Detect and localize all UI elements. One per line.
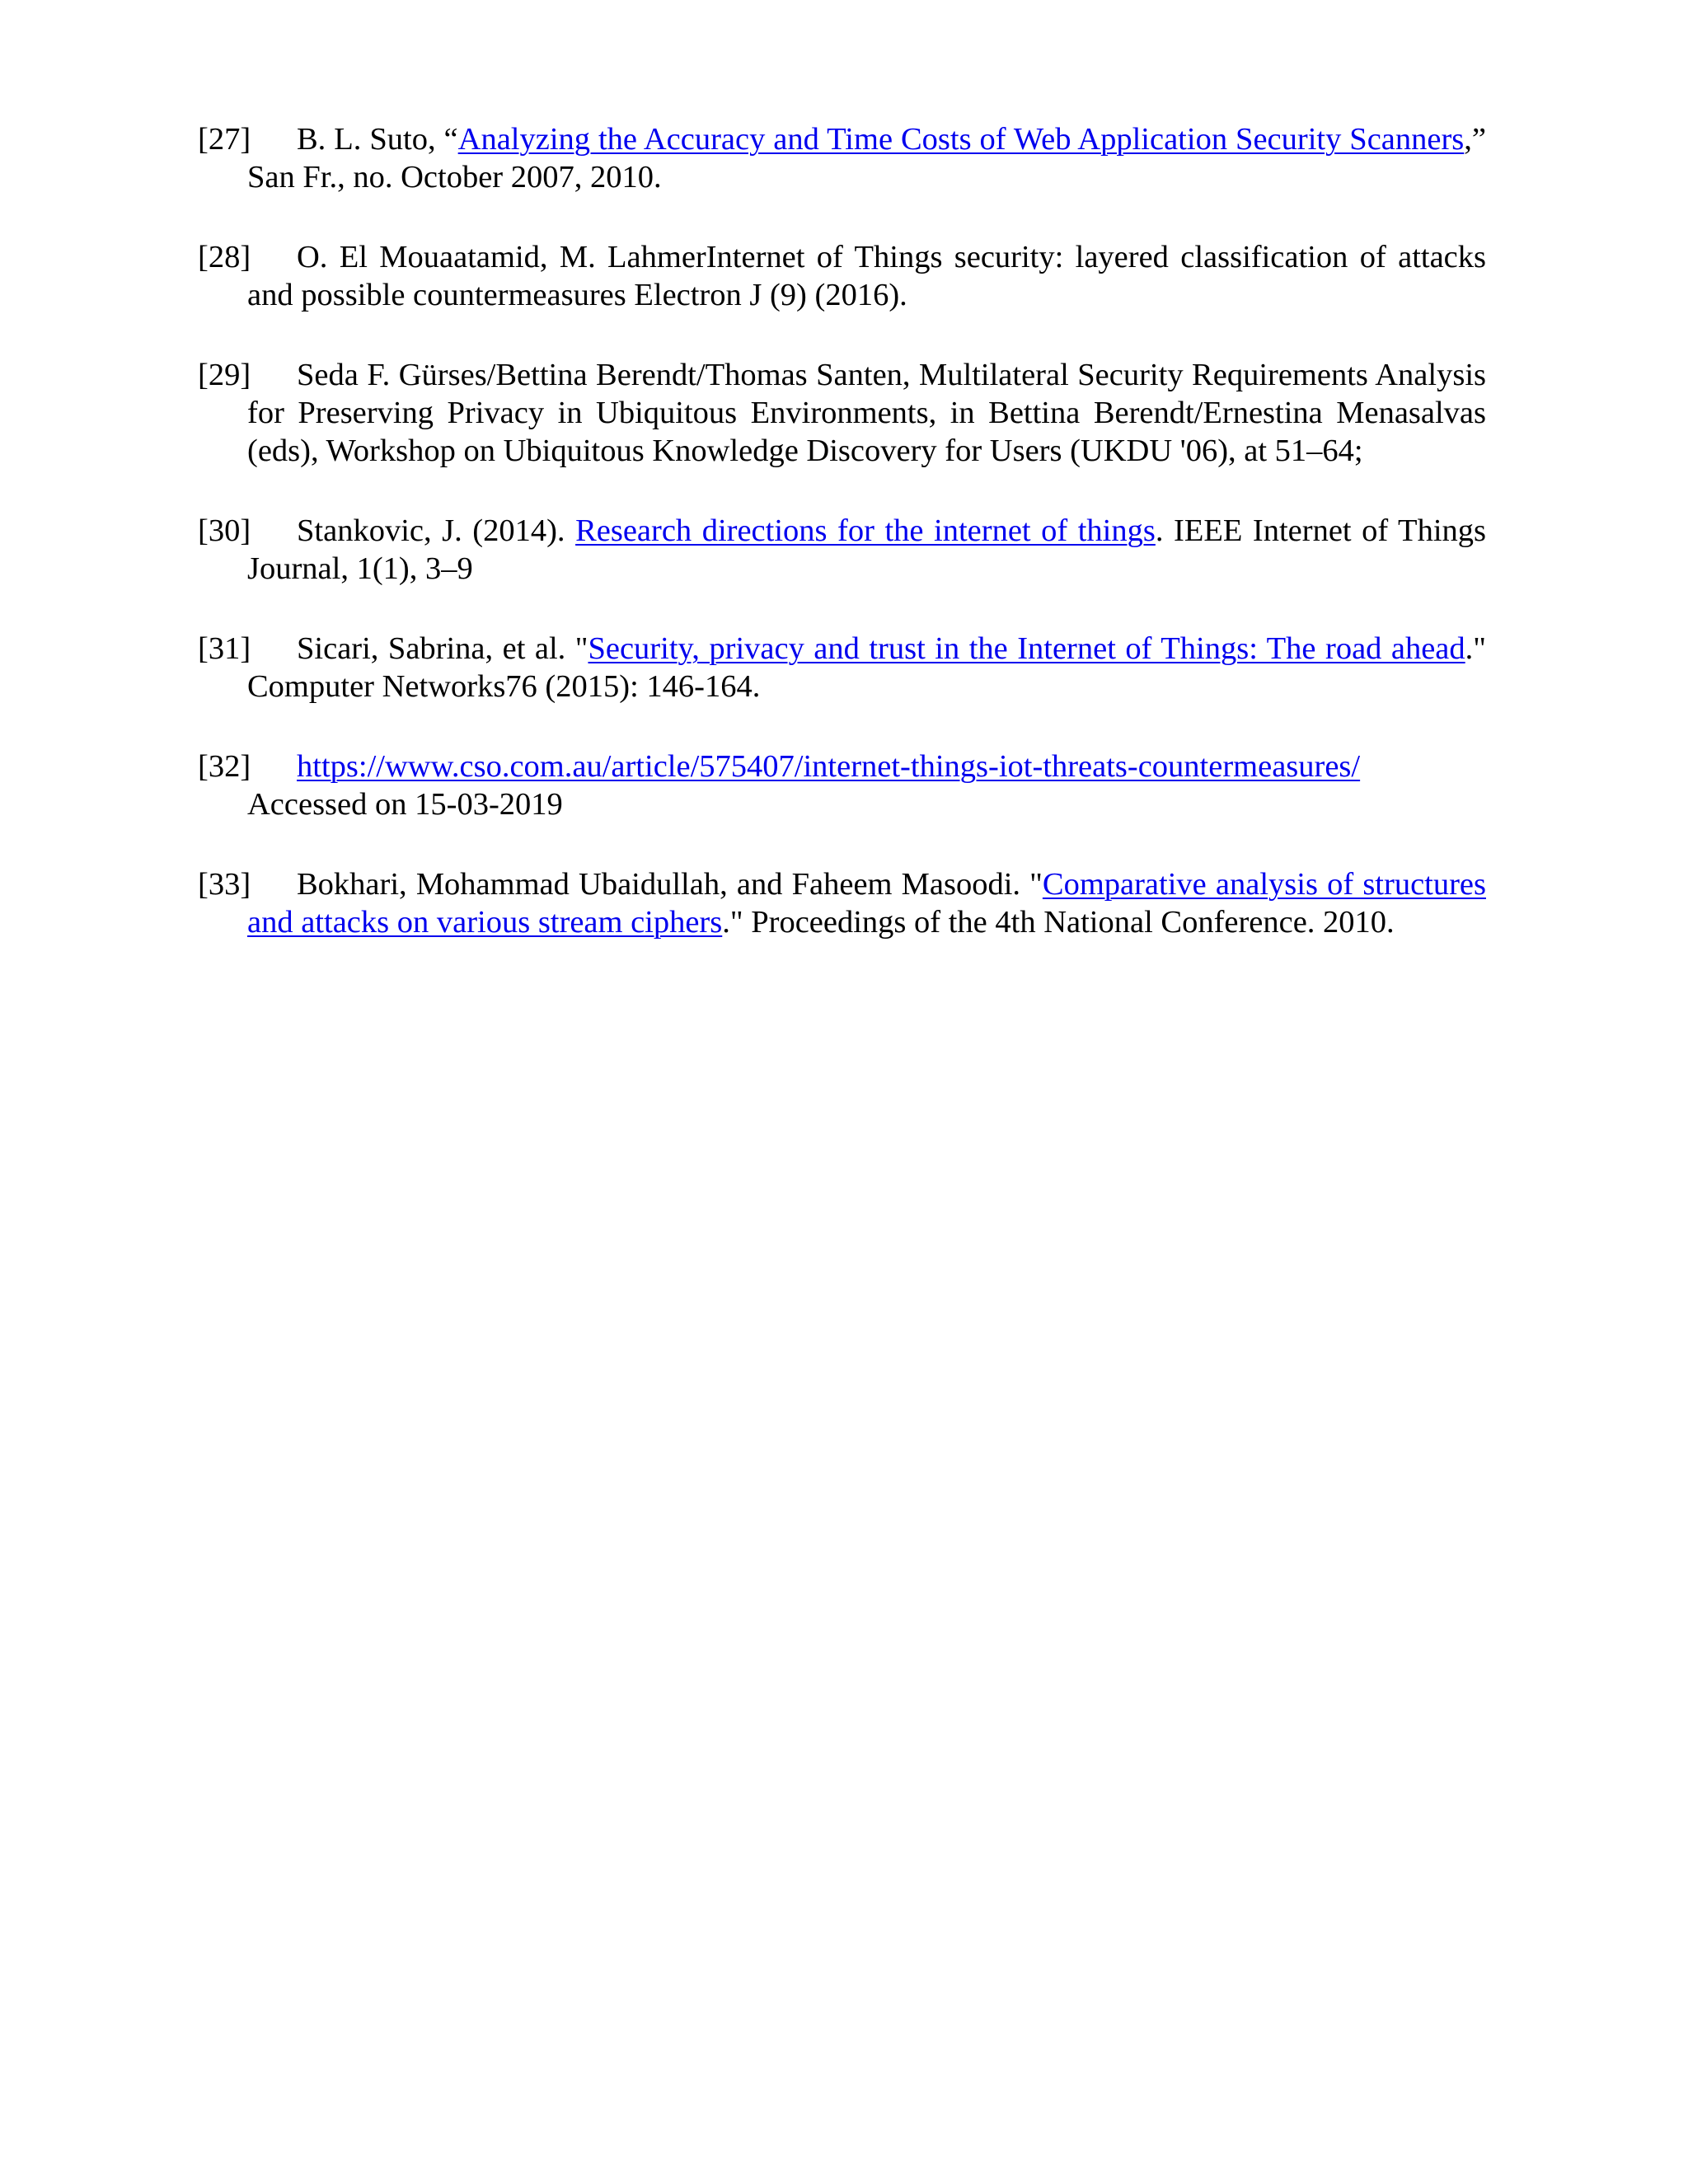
reference-item (198, 630, 1486, 705)
reference-list (198, 120, 1486, 983)
reference-link[interactable]: Comparative analysis of structures and attacks on various stream ciphers (247, 867, 1486, 940)
reference-item (198, 238, 1486, 314)
reference-number: [29] (198, 358, 251, 392)
reference-number: [30] (198, 513, 251, 548)
reference-item (198, 512, 1486, 588)
reference-text: . IEEE Internet of Things Journal, 1(1), 3–9 (247, 513, 1487, 586)
reference-number: [28] (198, 240, 251, 274)
reference-number: [27] (198, 122, 251, 157)
reference-text: O. El Mouaatamid, M. LahmerInternet of Things security: layered classification of attacks and possible countermeasures Electron J (9) (2016). (247, 240, 1486, 312)
reference-item (198, 748, 1486, 823)
reference-text: ." Computer Networks76 (2015): 146-164. (247, 631, 1486, 704)
reference-text: Seda F. Gürses/Bettina Berendt/Thomas Santen, Multilateral Security Requirements Analysis for Preserving Privacy in Ubiquitous Environments, in Bettina Berendt/Ernestina Menasalvas (eds), Workshop on Ubiquitous Knowledge Discovery for Users (UKDU '06), at 51–64; (247, 358, 1486, 468)
reference-text: B. L. Suto, “ (297, 122, 458, 157)
reference-text: ,” San Fr., no. October 2007, 2010. (247, 122, 1486, 194)
reference-number: [32] (198, 749, 251, 784)
reference-link[interactable]: Analyzing the Accuracy and Time Costs of Web Application Security Scanners (457, 122, 1465, 157)
reference-link[interactable]: Security, privacy and trust in the Internet of Things: The road ahead (588, 631, 1465, 666)
reference-item (198, 356, 1486, 470)
reference-item (198, 120, 1486, 196)
reference-text: Accessed on 15-03-2019 (247, 787, 563, 822)
reference-text: ." Proceedings of the 4th National Conference. 2010. (722, 905, 1395, 940)
reference-item (198, 865, 1486, 941)
reference-number: [31] (198, 631, 251, 666)
reference-text: Stankovic, J. (2014). (297, 513, 576, 548)
reference-text: Sicari, Sabrina, et al. " (297, 631, 588, 666)
reference-text: Bokhari, Mohammad Ubaidullah, and Faheem Masoodi. " (297, 867, 1043, 902)
reference-link[interactable]: Research directions for the internet of things (575, 513, 1156, 548)
reference-url-link[interactable]: https://www.cso.com.au/article/575407/internet-things-iot-threats-countermeasures/ (297, 749, 1361, 784)
reference-number: [33] (198, 867, 251, 902)
